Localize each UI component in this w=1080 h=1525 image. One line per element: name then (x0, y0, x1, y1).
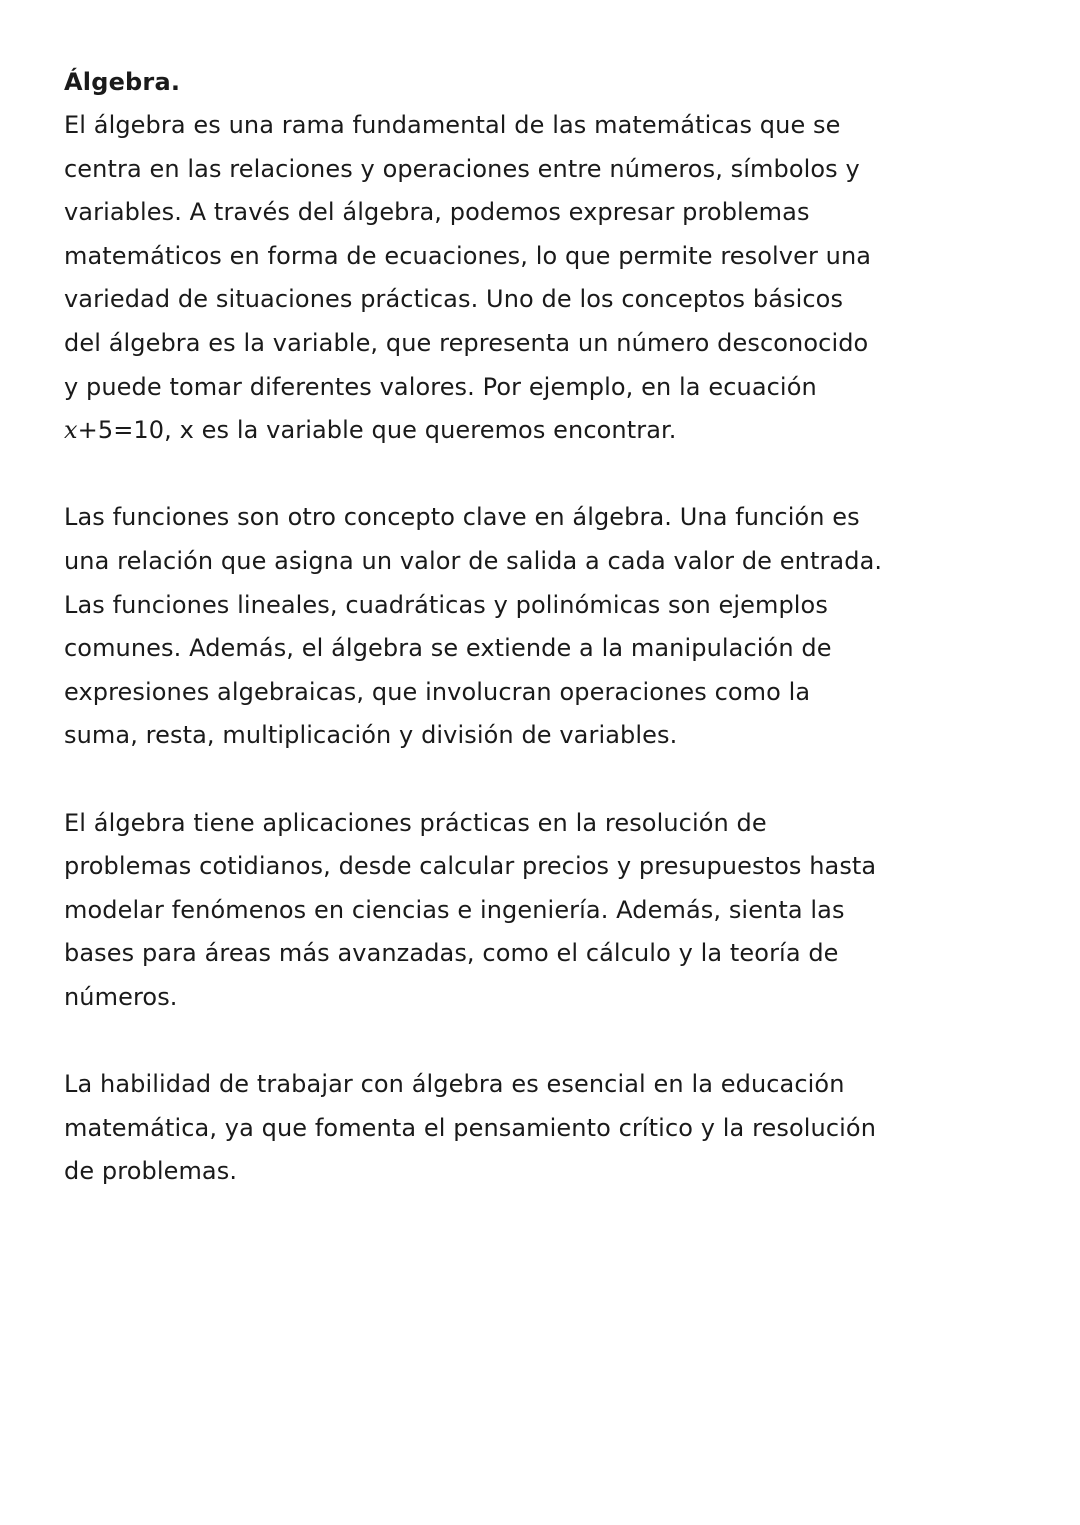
paragraph-line: Las funciones son otro concepto clave en álgebra. Una función es (64, 503, 860, 532)
paragraph-1 (64, 104, 964, 453)
paragraph-line: matemáticos en forma de ecuaciones, lo que permite resolver una (64, 241, 872, 270)
paragraph-line: El álgebra es una rama fundamental de las matemáticas que se (64, 111, 841, 139)
paragraph-line: del álgebra es la variable, que representa un número desconocido (64, 328, 869, 357)
paragraph-line: una relación que asigna un valor de salida a cada valor de entrada. (64, 546, 883, 575)
paragraph-gap (64, 1019, 964, 1063)
paragraph-line: centra en las relaciones y operaciones entre números, símbolos y (64, 154, 860, 183)
paragraph-line: modelar fenómenos en ciencias e ingeniería. Además, sienta las (64, 895, 845, 924)
paragraph-line: matemática, ya que fomenta el pensamiento crítico y la resolución (64, 1113, 877, 1142)
paragraph-gap (64, 453, 964, 497)
math-variable: x (64, 416, 78, 445)
paragraph-3 (64, 802, 964, 1020)
paragraph-line: problemas cotidianos, desde calcular precios y presupuestos hasta (64, 852, 877, 881)
paragraph-2 (64, 496, 964, 758)
paragraph-line: comunes. Además, el álgebra se extiende a la manipulación de (64, 634, 832, 663)
paragraph-line: suma, resta, multiplicación y división de variables. (64, 721, 678, 750)
paragraph-line: variedad de situaciones prácticas. Uno de los conceptos básicos (64, 285, 844, 314)
paragraph-line: variables. A través del álgebra, podemos expresar problemas (64, 198, 810, 227)
paragraph-line: bases para áreas más avanzadas, como el cálculo y la teoría de (64, 939, 839, 968)
equation-line (64, 409, 964, 453)
paragraph-line: expresiones algebraicas, que involucran operaciones como la (64, 677, 811, 706)
document-title: Álgebra. (64, 68, 181, 96)
paragraph-line: números. (64, 982, 178, 1011)
paragraph-line: Las funciones lineales, cuadráticas y polinómicas son ejemplos (64, 590, 828, 619)
paragraph-line: de problemas. (64, 1157, 238, 1186)
paragraph-gap (64, 758, 964, 802)
document-page (64, 60, 964, 1194)
paragraph-line: La habilidad de trabajar con álgebra es esencial en la educación (64, 1070, 845, 1099)
paragraph-line: y puede tomar diferentes valores. Por ejemplo, en la ecuación (64, 372, 817, 401)
paragraph-line: El álgebra tiene aplicaciones prácticas en la resolución de (64, 808, 767, 837)
equation-text: +5=10, x es la variable que queremos encontrar. (77, 416, 677, 445)
paragraph-4 (64, 1063, 964, 1194)
